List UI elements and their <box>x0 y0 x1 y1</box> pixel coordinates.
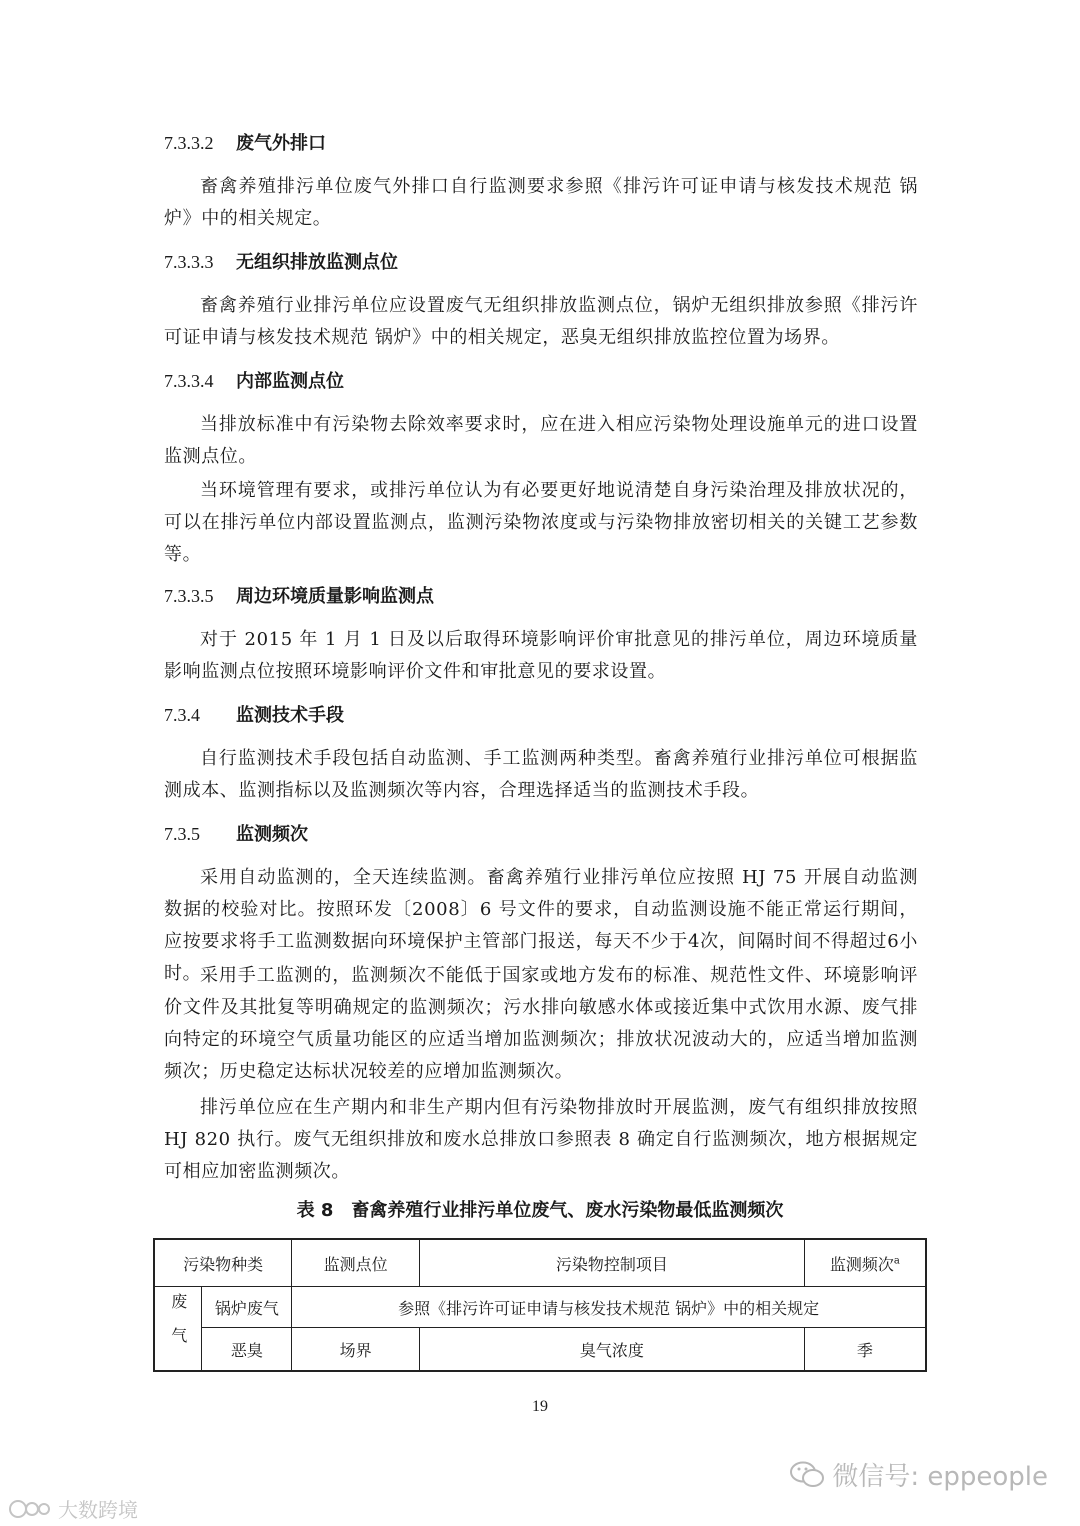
header-category: 污染物种类 <box>154 1239 292 1287</box>
paragraph: 采用自动监测的，全天连续监测。畜禽养殖行业排污单位应按照 HJ 75 开展自动监测数据的校验对比。按照环发〔2008〕6 号文件的要求，自动监测设施不能正常运行期间，应按要求将手工监测数据向环境保护主管部门报送，每天不少于4次，间隔时间不得超过6小时。 <box>164 867 918 984</box>
header-item: 污染物控制项目 <box>419 1239 804 1287</box>
header-frequency-label: 监测频次 <box>829 1254 894 1274</box>
section-number: 7.3.3.4 <box>164 371 214 391</box>
section-heading <box>164 703 344 728</box>
wechat-watermark <box>790 1456 1048 1493</box>
row-merged-note: 参照《排污许可证申请与核发技术规范 锅炉》中的相关规定 <box>292 1287 926 1328</box>
paragraph: 采用手工监测的，监测频次不能低于国家或地方发布的标准、规范性文件、环境影响评价文件及其批复等明确规定的监测频次；污水排向敏感水体或接近集中式饮用水源、废气排向特定的环境空气质量功能区的应适当增加监测频次；排放状况波动大的，应适当增加监测频次；历史稳定达标状况较差的应增加监测频次。 <box>164 965 918 1082</box>
brand-watermark <box>8 1494 138 1523</box>
brand-logo-icon <box>8 1498 52 1520</box>
section-heading <box>164 822 308 847</box>
section-number: 7.3.4 <box>164 705 200 725</box>
row-frequency: 季 <box>804 1328 926 1372</box>
group-label-cell <box>154 1287 202 1372</box>
section-number: 7.3.3.3 <box>164 252 214 272</box>
row-type: 锅炉废气 <box>202 1287 292 1328</box>
section-number: 7.3.3.5 <box>164 586 214 606</box>
row-item: 臭气浓度 <box>419 1328 804 1372</box>
footnote-marker: a <box>893 1255 900 1267</box>
section-title: 内部监测点位 <box>236 371 344 392</box>
section-title: 监测频次 <box>236 824 308 845</box>
monitoring-frequency-table <box>153 1238 927 1372</box>
section-title: 周边环境质量影响监测点 <box>236 586 434 607</box>
row-type: 恶臭 <box>202 1328 292 1372</box>
section-heading <box>164 250 398 275</box>
paragraph: 畜禽养殖排污单位废气外排口自行监测要求参照《排污许可证申请与核发技术规范 锅炉》中的相关规定。 <box>164 176 918 229</box>
section-heading <box>164 584 434 609</box>
table-header-row <box>154 1239 926 1287</box>
header-frequency <box>804 1239 926 1287</box>
paragraph: 排污单位应在生产期内和非生产期内但有污染物排放时开展监测，废气有组织排放按照 HJ 820 执行。废气无组织排放和废水总排放口参照表 8 确定自行监测频次，地方根据规定可相应加密监测频次。 <box>164 1097 918 1182</box>
wechat-id: 微信号: eppeople <box>832 1462 1048 1492</box>
paragraph: 当排放标准中有污染物去除效率要求时，应在进入相应污染物处理设施单元的进口设置监测点位。 <box>164 414 918 467</box>
section-title: 废气外排口 <box>236 133 326 154</box>
section-heading <box>164 369 344 394</box>
paragraph: 对于 2015 年 1 月 1 日及以后取得环境影响评价审批意见的排污单位，周边环境质量影响监测点位按照环境影响评价文件和审批意见的要求设置。 <box>164 629 918 682</box>
section-title: 无组织排放监测点位 <box>236 252 398 273</box>
section-number: 7.3.5 <box>164 824 200 844</box>
table-row <box>154 1328 926 1372</box>
brand-name: 大数跨境 <box>58 1498 138 1522</box>
section-title: 监测技术手段 <box>236 705 344 726</box>
section-heading <box>164 131 326 156</box>
group-label: 废气 <box>168 1292 188 1361</box>
table-row <box>154 1287 926 1328</box>
paragraph: 畜禽养殖行业排污单位应设置废气无组织排放监测点位，锅炉无组织排放参照《排污许可证申请与核发技术规范 锅炉》中的相关规定，恶臭无组织排放监控位置为场界。 <box>164 295 918 348</box>
paragraph: 自行监测技术手段包括自动监测、手工监测两种类型。畜禽养殖行业排污单位可根据监测成本、监测指标以及监测频次等内容，合理选择适当的监测技术手段。 <box>164 748 918 801</box>
wechat-icon <box>790 1461 824 1489</box>
row-point: 场界 <box>292 1328 420 1372</box>
table-caption: 表 8 畜禽养殖行业排污单位废气、废水污染物最低监测频次 <box>296 1200 784 1221</box>
section-number: 7.3.3.2 <box>164 133 214 153</box>
paragraph: 当环境管理有要求，或排污单位认为有必要更好地说清楚自身污染治理及排放状况的，可以在排污单位内部设置监测点，监测污染物浓度或与污染物排放密切相关的关键工艺参数等。 <box>164 480 918 565</box>
page-number: 19 <box>532 1398 548 1415</box>
header-point: 监测点位 <box>292 1239 420 1287</box>
